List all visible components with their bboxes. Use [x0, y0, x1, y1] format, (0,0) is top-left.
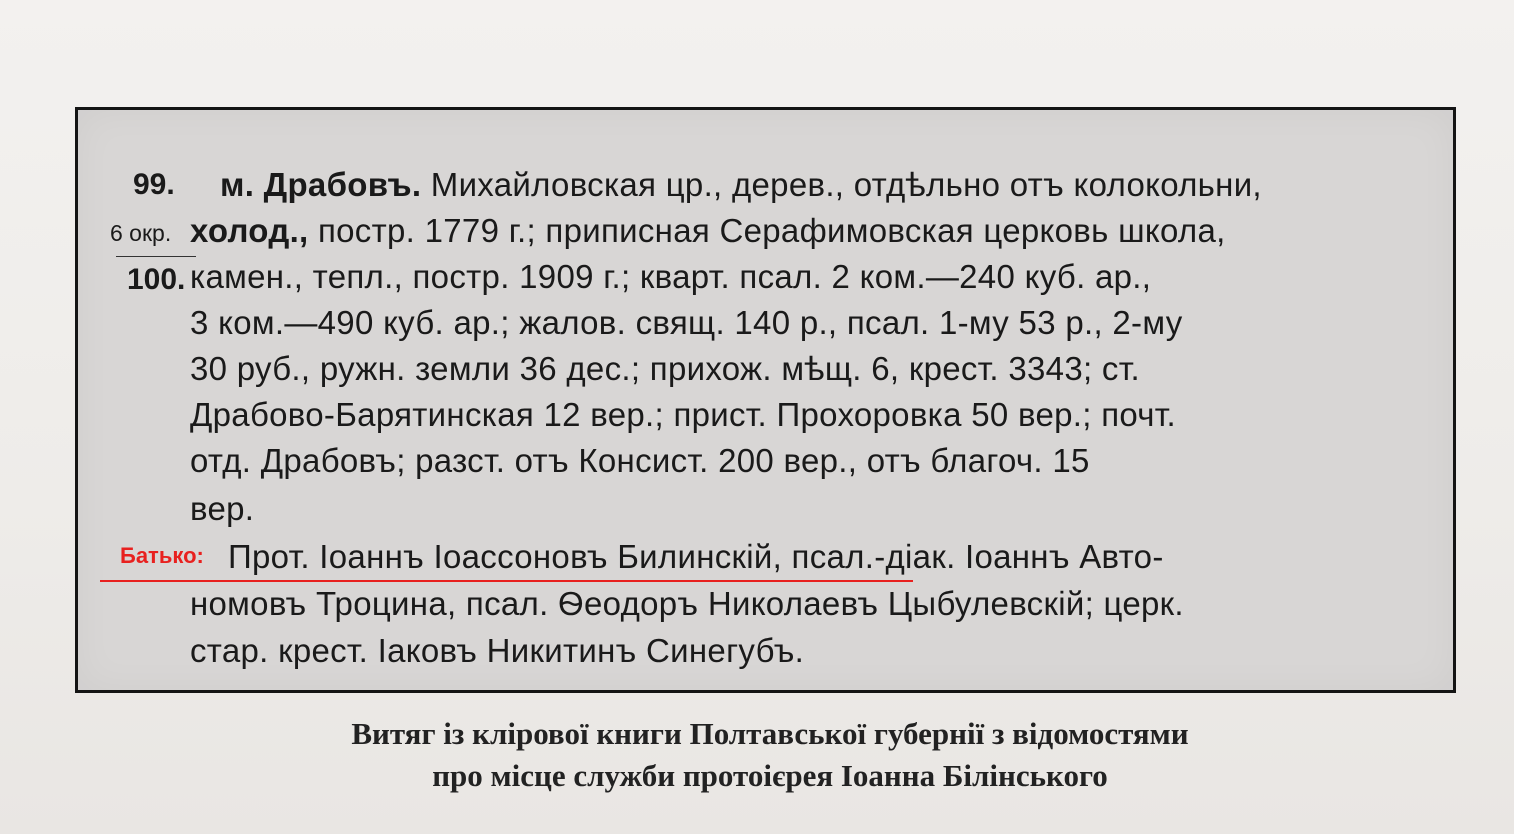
- text-line-7: отд. Драбовъ; разст. отъ Консист. 200 вер., отъ благоч. 15: [190, 442, 1090, 479]
- entry-number-99: 99.: [133, 168, 175, 201]
- text-line-3: камен., тепл., постр. 1909 г.; кварт. псал. 2 ком.—240 куб. ар.,: [190, 258, 1152, 295]
- annotation-underline: [100, 580, 913, 582]
- text-line-11: стар. крест. Іаковъ Никитинъ Синегубъ.: [190, 632, 805, 669]
- caption-line-1: Витяг із клірової книги Полтавської губернії з відомостями: [351, 716, 1189, 751]
- text-line-2: [190, 212, 1226, 250]
- line-1-text: Михайловская цр., дерев., отдѣльно отъ колокольни,: [430, 166, 1262, 203]
- text-line-10: номовъ Троцина, псал. Ѳеодоръ Николаевъ Цыбулевскій; церк.: [190, 585, 1184, 622]
- text-line-1: [220, 166, 1262, 204]
- annotation-label: Батько:: [120, 543, 204, 568]
- text-line-5: 30 руб., ружн. земли 36 дес.; прихож. мѣщ. 6, крест. 3343; ст.: [190, 350, 1140, 387]
- text-line-8: вер.: [190, 490, 255, 527]
- district-rule: [116, 256, 196, 257]
- text-line-4: 3 ком.—490 куб. ар.; жалов. свящ. 140 р., псал. 1-му 53 р., 2-му: [190, 304, 1183, 341]
- entry-number-100: 100.: [127, 263, 186, 296]
- caption-line-2: про місце служби протоієрея Іоанна Білінського: [432, 758, 1108, 793]
- line-2-text: постр. 1779 г.; приписная Серафимовская церковь школа,: [317, 212, 1226, 249]
- text-line-9: Прот. Іоаннъ Іоассоновъ Билинскій, псал.-діак. Іоаннъ Авто-: [228, 538, 1164, 575]
- district-label: 6 окр.: [110, 220, 172, 246]
- line-2-start: холод.,: [190, 212, 309, 249]
- place-name: м. Драбовъ.: [220, 166, 422, 203]
- text-line-6: Драбово-Барятинская 12 вер.; прист. Прохоровка 50 вер.; почт.: [190, 396, 1177, 433]
